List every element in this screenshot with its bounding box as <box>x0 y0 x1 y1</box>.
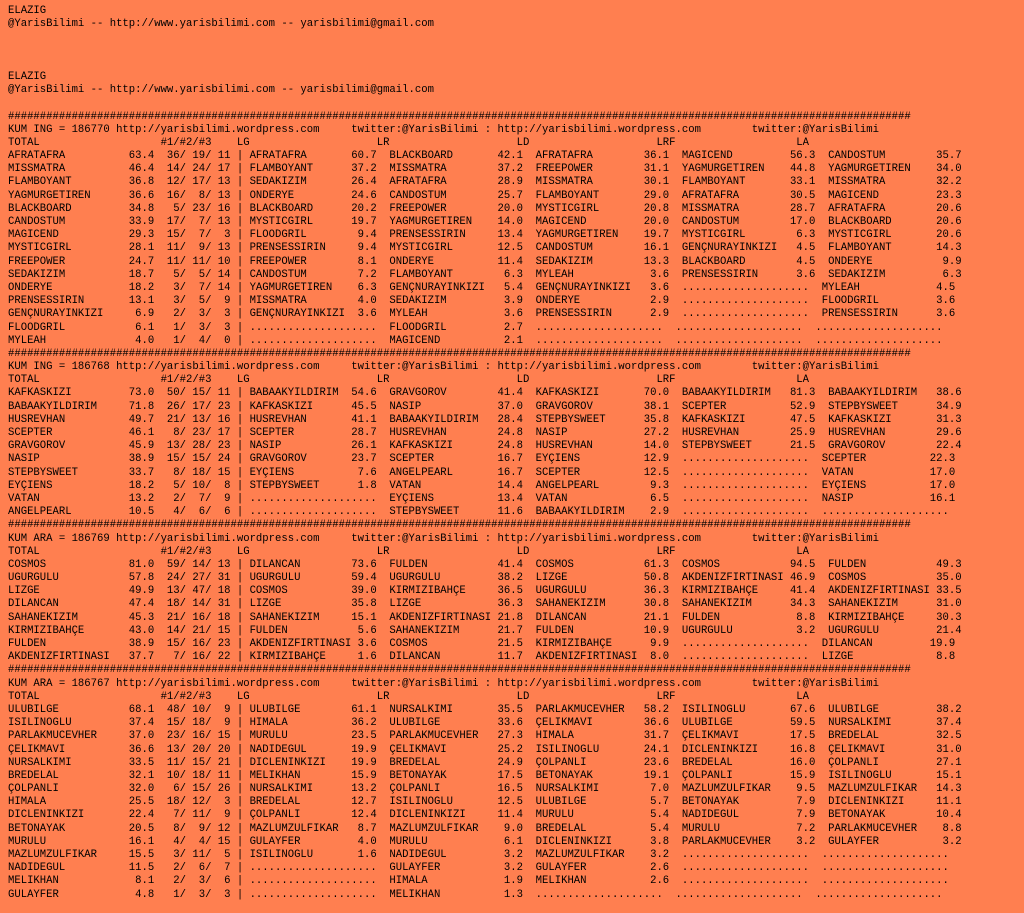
text-line: KUM ARA = 186769 http://yarisbilimi.wordpress.com twitter:@YarisBilimi : http://yarisbilimi.wordpress.com twitter:@YarisBilimi <box>8 532 879 545</box>
text-line: SAHANEKIZIM 45.3 21/ 16/ 18 | SAHANEKIZIM 15.1 AKDENIZFIRTINASI 21.8 DILANCAN 21.1 FULDEN 8.8 KIRMIZIBAHÇE 30.3 <box>8 611 962 624</box>
text-line: PARLAKMÜCEVHER 37.0 23/ 16/ 15 | MÜRÜLÜ 23.5 PARLAKMÜCEVHER 27.3 HIMALA 31.7 ÇELIKMAVI 17.5 BREDELAL 32.5 <box>8 730 962 743</box>
text-line: DICLENINKIZI 22.4 7/ 11/ 9 | ÇOLPANLI 12.4 DICLENINKIZI 11.4 MÜRÜLÜ 5.4 NADIDEGÜL 7.9 BETONAYAK 10.4 <box>8 809 962 822</box>
text-line: CANDOSTUM 33.9 17/ 7/ 13 | MYSTICGIRL 19.7 YAGMURGETIREN 14.0 MAGICEND 20.0 CANDOSTUM 17.0 BLACKBOARD 20.6 <box>8 216 962 228</box>
text-line: GÜLAYFER 4.8 1/ 3/ 3 | .................... MELIKHAN 1.3 .................... .................... .................... <box>8 888 943 901</box>
text-line: COSMOS 81.0 59/ 14/ 13 | DILANCAN 73.6 FULDEN 41.4 COSMOS 61.3 COSMOS 94.5 FULDEN 49.3 <box>8 558 962 571</box>
text-line: MELIKHAN 8.1 2/ 3/ 6 | .................... HIMALA 1.9 MELIKHAN 2.6 .................... .................... <box>8 875 949 888</box>
text-line <box>8 45 1024 58</box>
text-line: ############################################################################################################################################## <box>8 664 911 677</box>
text-line: NURSALKIMI 33.5 11/ 15/ 21 | DICLENINKIZI 19.9 BREDELAL 24.9 ÇOLPANLI 23.6 BREDELAL 16.0 ÇOLPANLI 27.1 <box>8 756 962 769</box>
text-line: ÇELIKMAVI 36.6 13/ 20/ 20 | NADIDEGÜL 19.9 ÇELIKMAVI 25.2 ISILINOGLU 24.1 DICLENINKIZI 16.8 ÇELIKMAVI 31.0 <box>8 743 962 756</box>
text-line: TOTAL #1/#2/#3 LG LR LD LRF LA <box>8 136 810 149</box>
text-line: EYÇIENS 18.2 5/ 10/ 8 | STEPBYSWEET 1.8 VATAN 14.4 ANGELPEARL 9.3 .................... EYÇIENS 17.0 <box>8 479 956 492</box>
text-line: SCEPTER 46.1 8/ 23/ 17 | SCEPTER 28.7 HÜSREVHAN 24.8 NASIP 27.2 HÜSREVHAN 25.9 HÜSREVHAN 29.6 <box>8 427 962 439</box>
text-line: FLOODGRIL 6.1 1/ 3/ 3 | .................... FLOODGRIL 2.7 .................... .................... .................... <box>8 321 943 334</box>
text-line: LIZGE 49.9 13/ 47/ 18 | COSMOS 39.0 KIRMIZIBAHÇE 36.5 UGURGÜLÜ 36.3 KIRMIZIBAHÇE 41.4 AKDENIZFIRTINASI 33.5 <box>8 585 962 598</box>
text-line: ÖNDERYE 18.2 3/ 7/ 14 | YAGMURGETIREN 6.3 GENÇNURAYINKIZI 5.4 GENÇNURAYINKIZI 3.6 .................... MYLEAH 4.5 <box>8 281 956 294</box>
text-line: MAZLUMZÜLFIKAR 15.5 3/ 11/ 5 | ISILINOGLU 1.6 NADIDEGÜL 3.2 MAZLUMZÜLFIKAR 3.2 .................... .................... <box>8 849 949 861</box>
text-line: MAGICEND 29.3 15/ 7/ 3 | FLOODGRIL 9.4 PRENSESSIRIN 13.4 YAGMURGETIREN 19.7 MYSTICGIRL 6.3 MYSTICGIRL 20.6 <box>8 229 962 242</box>
text-line: ULUBILGE 68.1 48/ 10/ 9 | ULUBILGE 61.1 NURSALKIMI 35.5 PARLAKMÜCEVHER 58.2 ISILINOGLU 67.6 ULUBILGE 38.2 <box>8 703 962 716</box>
text-line: TOTAL #1/#2/#3 LG LR LD LRF LA <box>8 545 810 558</box>
text-line: @YarisBilimi -- http://www.yarisbilimi.com -- yarisbilimi@gmail.com <box>8 18 434 31</box>
text-line <box>8 97 1024 110</box>
text-line: KUM ING = 186770 http://yarisbilimi.wordpress.com twitter:@YarisBilimi : http://yarisbilimi.wordpress.com twitter:@YarisBilimi <box>8 123 879 136</box>
text-line: KUM ARA = 186767 http://yarisbilimi.wordpress.com twitter:@YarisBilimi : http://yarisbilimi.wordpress.com twitter:@YarisBilimi <box>8 677 879 690</box>
text-line: FREEPOWER 24.7 11/ 11/ 10 | FREEPOWER 8.1 ÖNDERYE 11.4 SEDAKIZIM 13.3 BLACKBOARD 4.5 ÖNDERYE 9.9 <box>8 255 962 268</box>
text-line: GRAVGOROV 45.9 13/ 28/ 23 | NASIP 26.1 KAFKASKIZI 24.8 HÜSREVHAN 14.0 STEPBYSWEET 21.5 GRAVGOROV 22.4 <box>8 440 962 453</box>
text-line: HÜSREVHAN 49.7 21/ 13/ 16 | HÜSREVHAN 41.1 BABAAKYILDIRIM 28.4 STEPBYSWEET 35.8 KAFKASKIZI 47.5 KAFKASKIZI 31.3 <box>8 413 962 426</box>
text-line: HIMALA 25.5 18/ 12/ 3 | BREDELAL 12.7 ISILINOGLU 12.5 ULUBILGE 5.7 BETONAYAK 7.9 DICLENINKIZI 11.1 <box>8 796 962 809</box>
text-line: BABAAKYILDIRIM 71.8 26/ 17/ 23 | KAFKASKIZI 45.5 NASIP 37.0 GRAVGOROV 38.1 SCEPTER 52.9 STEPBYSWEET 34.9 <box>8 400 962 413</box>
text-line: FULDEN 38.9 15/ 16/ 23 | AKDENIZFIRTINASI 3.6 COSMOS 21.5 KIRMIZIBAHÇE 9.9 .................... DILANCAN 19.9 <box>8 638 956 650</box>
text-line: SEDAKIZIM 18.7 5/ 5/ 14 | CANDOSTUM 7.2 FLAMBOYANT 6.3 MYLEAH 3.6 PRENSESSIRIN 3.6 SEDAKIZIM 6.3 <box>8 268 962 281</box>
text-line: MÜRÜLÜ 16.1 4/ 4/ 15 | GÜLAYFER 4.0 MÜRÜLÜ 6.1 DICLENINKIZI 3.8 PARLAKMÜCEVHER 3.2 GÜLAYFER 3.2 <box>8 835 962 848</box>
text-line <box>8 58 1024 71</box>
text-line: ISILINOGLU 37.4 15/ 18/ 9 | HIMALA 36.2 ULUBILGE 33.6 ÇELIKMAVI 36.6 ULUBILGE 59.5 NURSALKIMI 37.4 <box>8 717 962 730</box>
text-line: KAFKASKIZI 73.0 50/ 15/ 11 | BABAAKYILDIRIM 54.6 GRAVGOROV 41.4 KAFKASKIZI 70.0 BABAAKYILDIRIM 81.3 BABAAKYILDIRIM 38.6 <box>8 387 962 400</box>
text-line: TOTAL #1/#2/#3 LG LR LD LRF LA <box>8 690 810 703</box>
text-line: BLACKBOARD 34.8 5/ 23/ 16 | BLACKBOARD 20.2 FREEPOWER 20.0 MYSTICGIRL 20.8 MISSMATRA 28.7 AFRATAFRA 20.6 <box>8 202 962 215</box>
text-line: KUM ING = 186768 http://yarisbilimi.wordpress.com twitter:@YarisBilimi : http://yarisbilimi.wordpress.com twitter:@YarisBilimi <box>8 361 879 374</box>
text-line: GENÇNURAYINKIZI 6.9 2/ 3/ 3 | GENÇNURAYINKIZI 3.6 MYLEAH 3.6 PRENSESSIRIN 2.9 .................... PRENSESSIRIN 3.6 <box>8 308 956 321</box>
text-line: ELAZIG <box>8 5 47 17</box>
text-line: AKDENIZFIRTINASI 37.7 7/ 16/ 22 | KIRMIZIBAHÇE 1.6 DILANCAN 11.7 AKDENIZFIRTINASI 8.0 .................... LIZGE 8.8 <box>8 651 956 664</box>
text-line: PRENSESSIRIN 13.1 3/ 5/ 9 | MISSMATRA 4.0 SEDAKIZIM 3.9 ÖNDERYE 2.9 .................... FLOODGRIL 3.6 <box>8 295 956 308</box>
text-line: BREDELAL 32.1 10/ 18/ 11 | MELIKHAN 15.9 BETONAYAK 17.5 BETONAYAK 19.1 ÇOLPANLI 15.9 ISILINOGLU 15.1 <box>8 769 962 782</box>
text-line: TOTAL #1/#2/#3 LG LR LD LRF LA <box>8 374 810 387</box>
text-line: UGURGÜLÜ 57.8 24/ 27/ 31 | UGURGÜLÜ 59.4 UGURGÜLÜ 38.2 LIZGE 50.8 AKDENIZFIRTINASI 46.9 COSMOS 35.0 <box>8 572 962 585</box>
text-line: FLAMBOYANT 36.8 12/ 17/ 13 | SEDAKIZIM 26.4 AFRATAFRA 28.9 MISSMATRA 30.1 FLAMBOYANT 33.1 MISSMATRA 32.2 <box>8 176 962 189</box>
text-line: DILANCAN 47.4 18/ 14/ 31 | LIZGE 35.8 LIZGE 36.3 SAHANEKIZIM 30.8 SAHANEKIZIM 34.3 SAHANEKIZIM 31.0 <box>8 598 962 611</box>
text-line: ÇOLPANLI 32.0 6/ 15/ 26 | NURSALKIMI 13.2 ÇOLPANLI 16.5 NURSALKIMI 7.0 MAZLUMZÜLFIKAR 9.5 MAZLUMZÜLFIKAR 14.3 <box>8 783 962 796</box>
text-line: STEPBYSWEET 33.7 8/ 18/ 15 | EYÇIENS 7.6 ANGELPEARL 16.7 SCEPTER 12.5 .................... VATAN 17.0 <box>8 466 956 479</box>
text-line: BETONAYAK 20.5 8/ 9/ 12 | MAZLUMZÜLFIKAR 8.7 MAZLUMZÜLFIKAR 9.0 BREDELAL 5.4 MÜRÜLÜ 7.2 PARLAKMÜCEVHER 8.8 <box>8 822 962 835</box>
text-line: @YarisBilimi -- http://www.yarisbilimi.com -- yarisbilimi@gmail.com <box>8 84 434 97</box>
text-line: KIRMIZIBAHÇE 43.0 14/ 21/ 15 | FULDEN 5.6 SAHANEKIZIM 21.7 FULDEN 10.9 UGURGÜLÜ 3.2 UGURGÜLÜ 21.4 <box>8 624 962 637</box>
text-line: NADIDEGÜL 11.5 2/ 6/ 7 | .................... GÜLAYFER 3.2 GÜLAYFER 2.6 .................... .................... <box>8 862 949 875</box>
text-line: MYLEAH 4.0 1/ 4/ 0 | .................... MAGICEND 2.1 .................... .................... .................... <box>8 334 943 347</box>
text-line: AFRATAFRA 63.4 36/ 19/ 11 | AFRATAFRA 60.7 BLACKBOARD 42.1 AFRATAFRA 36.1 MAGICEND 56.3 CANDOSTUM 35.7 <box>8 150 962 163</box>
text-line: ############################################################################################################################################## <box>8 519 911 532</box>
text-line: MYSTICGIRL 28.1 11/ 9/ 13 | PRENSESSIRIN 9.4 MYSTICGIRL 12.5 CANDOSTUM 16.1 GENÇNURAYINKIZI 4.5 FLAMBOYANT 14.3 <box>8 242 962 255</box>
text-line: MISSMATRA 46.4 14/ 24/ 17 | FLAMBOYANT 37.2 MISSMATRA 37.2 FREEPOWER 31.1 YAGMURGETIREN 44.8 YAGMURGETIREN 34.0 <box>8 163 962 176</box>
text-line: ############################################################################################################################################## <box>8 347 911 360</box>
text-line <box>8 31 1024 44</box>
text-line: NASIP 38.9 15/ 15/ 24 | GRAVGOROV 23.7 SCEPTER 16.7 EYÇIENS 12.9 .................... SCEPTER 22.3 <box>8 453 956 466</box>
text-line: YAGMURGETIREN 36.6 16/ 8/ 13 | ÖNDERYE 24.6 CANDOSTUM 25.7 FLAMBOYANT 29.0 AFRATAFRA 30.5 MAGICEND 23.3 <box>8 189 962 202</box>
text-line: ############################################################################################################################################## <box>8 110 911 123</box>
text-line: VATAN 13.2 2/ 7/ 9 | .................... EYÇIENS 13.4 VATAN 6.5 .................... NASIP 16.1 <box>8 492 956 505</box>
text-line: ELAZIG <box>8 70 47 83</box>
text-line: ANGELPEARL 10.5 4/ 6/ 6 | .................... STEPBYSWEET 11.6 BABAAKYILDIRIM 2.9 .................... .................... <box>8 506 949 519</box>
